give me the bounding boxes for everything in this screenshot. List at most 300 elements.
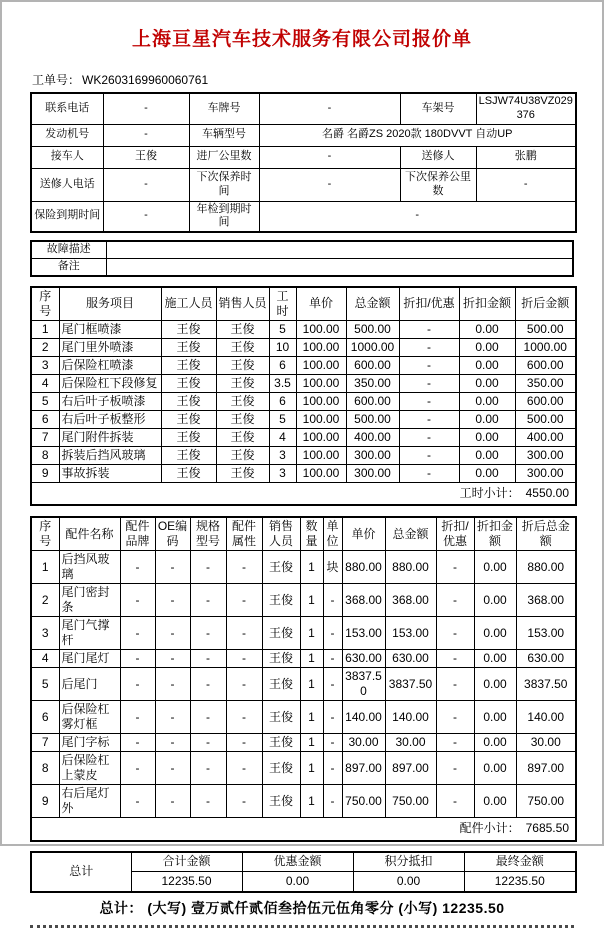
part-cell: - [226, 584, 262, 617]
info-row [31, 124, 576, 146]
service-cell: 0.00 [459, 428, 515, 446]
service-cell: 0.00 [459, 374, 515, 392]
final-amount-value: 12235.50 [464, 872, 576, 892]
parts-header: 总金额 [385, 517, 436, 551]
part-cell: 0.00 [474, 551, 516, 584]
part-cell: - [190, 617, 226, 650]
part-row [31, 701, 576, 734]
service-cell: 王俊 [216, 320, 269, 338]
service-cell: 10 [269, 338, 296, 356]
services-table [30, 286, 577, 507]
part-cell: 块 [323, 551, 342, 584]
part-cell: - [155, 650, 190, 668]
service-cell: 王俊 [216, 392, 269, 410]
part-cell: 140.00 [516, 701, 576, 734]
part-cell: 153.00 [342, 617, 385, 650]
part-row [31, 752, 576, 785]
service-cell: 8 [31, 446, 59, 464]
part-cell: 880.00 [342, 551, 385, 584]
part-cell: 1 [300, 551, 323, 584]
part-cell: 1 [31, 551, 59, 584]
service-row [31, 356, 576, 374]
part-cell: 0.00 [474, 785, 516, 818]
part-cell: 0.00 [474, 701, 516, 734]
service-cell: 后保险杠下段修复 [59, 374, 161, 392]
service-cell: 0.00 [459, 356, 515, 374]
service-cell: - [399, 410, 459, 428]
part-cell: - [155, 734, 190, 752]
service-cell: 600.00 [515, 356, 576, 374]
service-cell: 100.00 [296, 338, 346, 356]
part-cell: - [155, 668, 190, 701]
part-cell: 1 [300, 785, 323, 818]
part-cell: 1 [300, 701, 323, 734]
parts-header-row [31, 517, 576, 551]
part-cell: - [226, 752, 262, 785]
service-cell: 事故拆装 [59, 464, 161, 482]
part-cell: - [155, 752, 190, 785]
part-cell: 1 [300, 752, 323, 785]
part-cell: - [323, 650, 342, 668]
part-cell: - [190, 650, 226, 668]
part-cell: 1 [300, 617, 323, 650]
part-cell: 1 [300, 584, 323, 617]
service-cell: 400.00 [515, 428, 576, 446]
services-header: 折扣金额 [459, 287, 515, 321]
part-cell: - [120, 650, 155, 668]
services-header: 折后金额 [515, 287, 576, 321]
part-cell: - [226, 734, 262, 752]
part-cell: - [190, 551, 226, 584]
part-cell: 30.00 [516, 734, 576, 752]
next-service-km-label: 下次保养公里数 [400, 168, 476, 201]
part-cell: - [323, 668, 342, 701]
vin-value: LSJW74U38VZ029376 [476, 93, 576, 124]
model-label: 车辆型号 [189, 124, 259, 146]
parts-header: 配件名称 [59, 517, 120, 551]
part-cell: 1 [300, 668, 323, 701]
contact-phone-value: - [103, 93, 189, 124]
part-row [31, 734, 576, 752]
part-cell: 尾门密封条 [59, 584, 120, 617]
labor-subtotal-label: 工时小计： [459, 485, 520, 500]
part-cell: 630.00 [516, 650, 576, 668]
part-cell: 7 [31, 734, 59, 752]
part-cell: 王俊 [262, 617, 300, 650]
service-row [31, 338, 576, 356]
service-cell: 6 [269, 356, 296, 374]
points-deduction-value: 0.00 [353, 872, 464, 892]
part-cell: 尾门字标 [59, 734, 120, 752]
service-cell: - [399, 446, 459, 464]
part-cell: - [120, 668, 155, 701]
service-cell: 100.00 [296, 446, 346, 464]
part-cell: - [190, 668, 226, 701]
service-cell: 右后叶子板喷漆 [59, 392, 161, 410]
part-cell: 王俊 [262, 668, 300, 701]
services-header: 工时 [269, 287, 296, 321]
parts-header: 折后总金额 [516, 517, 576, 551]
next-service-time-value: - [259, 168, 400, 201]
part-cell: 140.00 [385, 701, 436, 734]
part-row [31, 617, 576, 650]
part-cell: 153.00 [385, 617, 436, 650]
part-cell: - [436, 752, 474, 785]
service-cell: 6 [269, 392, 296, 410]
service-cell: 600.00 [346, 392, 399, 410]
service-cell: 0.00 [459, 446, 515, 464]
part-cell: - [155, 551, 190, 584]
part-cell: 0.00 [474, 584, 516, 617]
engine-no-value: - [103, 124, 189, 146]
parts-header: 配件品牌 [120, 517, 155, 551]
final-amount-label: 最终金额 [464, 852, 576, 872]
part-row [31, 785, 576, 818]
parts-table [30, 516, 577, 842]
service-cell: - [399, 464, 459, 482]
service-row [31, 428, 576, 446]
part-cell: 3837.50 [385, 668, 436, 701]
service-cell: 500.00 [346, 320, 399, 338]
part-cell: 尾门尾灯 [59, 650, 120, 668]
part-cell: 30.00 [342, 734, 385, 752]
part-cell: 368.00 [385, 584, 436, 617]
part-cell: - [120, 752, 155, 785]
part-cell: - [436, 617, 474, 650]
part-cell: 880.00 [385, 551, 436, 584]
part-cell: 9 [31, 785, 59, 818]
part-cell: 王俊 [262, 785, 300, 818]
part-cell: - [323, 701, 342, 734]
parts-header: 配件属性 [226, 517, 262, 551]
service-cell: 6 [31, 410, 59, 428]
part-cell: 153.00 [516, 617, 576, 650]
part-cell: - [323, 617, 342, 650]
services-subtotal-row [31, 482, 576, 505]
part-cell: - [190, 752, 226, 785]
part-cell: 0.00 [474, 734, 516, 752]
part-cell: - [190, 584, 226, 617]
total-amount-label: 合计金额 [131, 852, 242, 872]
plate-label: 车牌号 [189, 93, 259, 124]
service-cell: 王俊 [161, 428, 216, 446]
labor-subtotal [31, 482, 576, 505]
part-cell: 897.00 [385, 752, 436, 785]
parts-header: 规格型号 [190, 517, 226, 551]
next-service-km-value: - [476, 168, 576, 201]
service-cell: 1000.00 [346, 338, 399, 356]
part-cell: 630.00 [342, 650, 385, 668]
services-header: 服务项目 [59, 287, 161, 321]
service-cell: 4 [269, 428, 296, 446]
part-cell: - [226, 785, 262, 818]
part-cell: 140.00 [342, 701, 385, 734]
part-cell: 897.00 [516, 752, 576, 785]
part-cell: - [323, 734, 342, 752]
part-cell: - [120, 551, 155, 584]
service-cell: 0.00 [459, 338, 515, 356]
service-cell: 0.00 [459, 320, 515, 338]
info-row [31, 201, 576, 232]
inspection-due-value: - [259, 201, 576, 232]
page [2, 2, 602, 928]
part-cell: 897.00 [342, 752, 385, 785]
service-cell: 300.00 [515, 464, 576, 482]
service-cell: 王俊 [161, 446, 216, 464]
part-row [31, 668, 576, 701]
contact-phone-label: 联系电话 [31, 93, 103, 124]
work-order-label: 工单号： [32, 73, 81, 87]
receiver-label: 接车人 [31, 146, 103, 168]
insurance-due-label: 保险到期时间 [31, 201, 103, 232]
services-header: 折扣/优惠 [399, 287, 459, 321]
parts-header: 单位 [323, 517, 342, 551]
part-cell: 0.00 [474, 650, 516, 668]
part-cell: - [226, 650, 262, 668]
service-cell: 7 [31, 428, 59, 446]
part-cell: 750.00 [342, 785, 385, 818]
part-cell: - [190, 734, 226, 752]
service-cell: 600.00 [346, 356, 399, 374]
part-cell: - [155, 701, 190, 734]
service-cell: 4 [31, 374, 59, 392]
part-cell: 后尾门 [59, 668, 120, 701]
part-cell: 880.00 [516, 551, 576, 584]
service-row [31, 446, 576, 464]
parts-subtotal [31, 818, 576, 841]
discount-amount-label: 优惠金额 [242, 852, 353, 872]
service-cell: 100.00 [296, 374, 346, 392]
plate-value: - [259, 93, 400, 124]
inbound-km-label: 进厂公里数 [189, 146, 259, 168]
part-cell: - [436, 584, 474, 617]
totals-table [30, 851, 577, 893]
service-cell: 2 [31, 338, 59, 356]
part-cell: 王俊 [262, 551, 300, 584]
service-cell: 王俊 [216, 464, 269, 482]
service-cell: 1000.00 [515, 338, 576, 356]
part-cell: 630.00 [385, 650, 436, 668]
parts-header: 数量 [300, 517, 323, 551]
service-cell: 100.00 [296, 464, 346, 482]
part-cell: - [190, 701, 226, 734]
service-cell: 王俊 [161, 356, 216, 374]
part-cell: 368.00 [516, 584, 576, 617]
part-cell: - [436, 650, 474, 668]
services-header: 单价 [296, 287, 346, 321]
service-cell: 尾门里外喷漆 [59, 338, 161, 356]
grand-total-line: 总计： (大写) 壹万贰仟贰佰叁拾伍元伍角零分 (小写) 12235.50 [99, 899, 505, 916]
part-cell: - [226, 701, 262, 734]
part-row [31, 584, 576, 617]
service-cell: 后保险杠喷漆 [59, 356, 161, 374]
part-cell: 0.00 [474, 668, 516, 701]
service-cell: 王俊 [161, 374, 216, 392]
part-cell: - [226, 668, 262, 701]
sender-phone-label: 送修人电话 [31, 168, 103, 201]
service-cell: 王俊 [161, 410, 216, 428]
service-cell: 1 [31, 320, 59, 338]
service-cell: 350.00 [515, 374, 576, 392]
part-cell: 王俊 [262, 584, 300, 617]
next-service-time-label: 下次保养时间 [189, 168, 259, 201]
parts-subtotal-value: 7685.50 [525, 821, 569, 836]
service-cell: 王俊 [216, 356, 269, 374]
service-cell: - [399, 428, 459, 446]
total-amount-value: 12235.50 [131, 872, 242, 892]
service-cell: 300.00 [515, 446, 576, 464]
service-cell: 5 [269, 410, 296, 428]
services-header: 施工人员 [161, 287, 216, 321]
service-cell: 500.00 [346, 410, 399, 428]
vin-label: 车架号 [400, 93, 476, 124]
services-header-row [31, 287, 576, 321]
service-cell: 王俊 [216, 446, 269, 464]
service-cell: 100.00 [296, 410, 346, 428]
part-cell: 6 [31, 701, 59, 734]
part-cell: 750.00 [516, 785, 576, 818]
part-cell: 0.00 [474, 617, 516, 650]
page-title: 上海亘星汽车技术服务有限公司报价单 [131, 29, 472, 50]
services-header: 序号 [31, 287, 59, 321]
part-cell: 右后尾灯外 [59, 785, 120, 818]
engine-no-label: 发动机号 [31, 124, 103, 146]
service-cell: 9 [31, 464, 59, 482]
service-cell: 3 [269, 446, 296, 464]
service-cell: 600.00 [515, 392, 576, 410]
service-row [31, 320, 576, 338]
part-cell: 2 [31, 584, 59, 617]
service-row [31, 374, 576, 392]
part-cell: - [323, 785, 342, 818]
sender-phone-value: - [103, 168, 189, 201]
part-cell: 王俊 [262, 701, 300, 734]
service-cell: 300.00 [346, 446, 399, 464]
part-cell: 4 [31, 650, 59, 668]
info-row [31, 146, 576, 168]
service-cell: 100.00 [296, 428, 346, 446]
part-cell: 王俊 [262, 752, 300, 785]
service-cell: 右后叶子板整形 [59, 410, 161, 428]
part-cell: 8 [31, 752, 59, 785]
service-cell: 王俊 [216, 428, 269, 446]
part-cell: - [190, 785, 226, 818]
service-cell: 王俊 [216, 410, 269, 428]
service-cell: 王俊 [161, 338, 216, 356]
part-row [31, 551, 576, 584]
part-cell: 3 [31, 617, 59, 650]
parts-header: OE编码 [155, 517, 190, 551]
service-cell: 王俊 [161, 392, 216, 410]
service-cell: 拆装后挡风玻璃 [59, 446, 161, 464]
part-cell: - [436, 551, 474, 584]
service-row [31, 392, 576, 410]
service-cell: 尾门附件拆装 [59, 428, 161, 446]
inspection-due-label: 年检到期时间 [189, 201, 259, 232]
part-cell: 王俊 [262, 734, 300, 752]
part-cell: 0.00 [474, 752, 516, 785]
part-cell: 3837.50 [342, 668, 385, 701]
service-cell: 王俊 [161, 464, 216, 482]
inbound-km-value: - [259, 146, 400, 168]
part-cell: - [155, 785, 190, 818]
parts-subtotal-row [31, 818, 576, 841]
part-row [31, 650, 576, 668]
service-cell: 3 [31, 356, 59, 374]
part-cell: - [436, 668, 474, 701]
service-cell: 100.00 [296, 392, 346, 410]
service-cell: - [399, 320, 459, 338]
part-cell: 后保险杠上蒙皮 [59, 752, 120, 785]
service-cell: 0.00 [459, 464, 515, 482]
part-cell: 尾门气撑杆 [59, 617, 120, 650]
fault-remark-table [30, 240, 574, 277]
part-cell: - [323, 752, 342, 785]
service-row [31, 464, 576, 482]
part-cell: - [120, 785, 155, 818]
part-cell: - [155, 617, 190, 650]
part-cell: - [120, 617, 155, 650]
part-cell: 王俊 [262, 650, 300, 668]
service-cell: 350.00 [346, 374, 399, 392]
service-cell: 5 [31, 392, 59, 410]
part-cell: 1 [300, 734, 323, 752]
parts-header: 折扣金额 [474, 517, 516, 551]
sender-label: 送修人 [400, 146, 476, 168]
part-cell: 5 [31, 668, 59, 701]
parts-subtotal-label: 配件小计： [459, 821, 520, 836]
fault-label: 故障描述 [31, 241, 106, 258]
model-value: 名爵 名爵ZS 2020款 180DVVT 自动UP [259, 124, 576, 146]
fault-row [31, 241, 573, 258]
discount-amount-value: 0.00 [242, 872, 353, 892]
service-cell: 500.00 [515, 320, 576, 338]
part-cell: 750.00 [385, 785, 436, 818]
service-cell: 100.00 [296, 320, 346, 338]
service-row [31, 410, 576, 428]
page-divider [30, 925, 574, 928]
sender-value: 张鹏 [476, 146, 576, 168]
part-cell: 1 [300, 650, 323, 668]
work-order-number: WK2603169960060761 [82, 73, 209, 87]
totals-label: 总计 [31, 852, 131, 892]
part-cell: - [120, 734, 155, 752]
insurance-due-value: - [103, 201, 189, 232]
remark-value [106, 258, 573, 275]
service-cell: 王俊 [216, 338, 269, 356]
service-cell: 100.00 [296, 356, 346, 374]
work-order-line [32, 71, 572, 88]
part-cell: - [120, 584, 155, 617]
part-cell: - [436, 734, 474, 752]
info-row [31, 168, 576, 201]
part-cell: - [155, 584, 190, 617]
services-header: 总金额 [346, 287, 399, 321]
parts-header: 销售人员 [262, 517, 300, 551]
remark-row [31, 258, 573, 275]
info-row [31, 93, 576, 124]
labor-subtotal-value: 4550.00 [525, 485, 569, 500]
service-cell: 3 [269, 464, 296, 482]
service-cell: 0.00 [459, 392, 515, 410]
parts-header: 折扣/优惠 [436, 517, 474, 551]
service-cell: 王俊 [161, 320, 216, 338]
service-cell: 0.00 [459, 410, 515, 428]
totals-header-row [31, 852, 576, 872]
service-cell: 王俊 [216, 374, 269, 392]
service-cell: 300.00 [346, 464, 399, 482]
part-cell: - [436, 701, 474, 734]
